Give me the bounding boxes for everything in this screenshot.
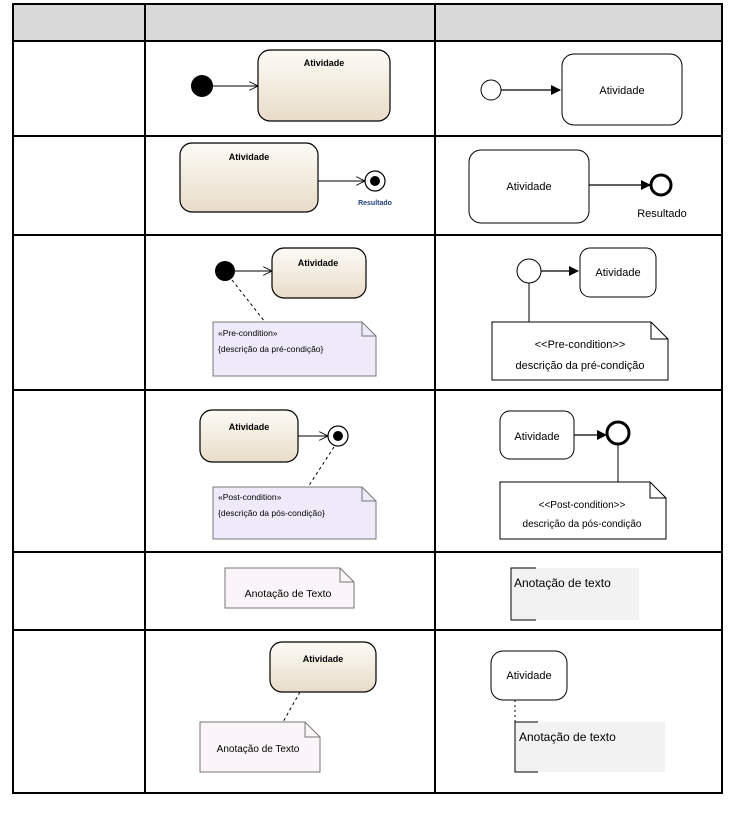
ea-note-text: Anotação de Texto (244, 588, 332, 600)
ea-activity (272, 248, 366, 298)
ea-note-link (283, 692, 300, 722)
ea-note-text: {descrição da pré-condição} (218, 344, 324, 354)
ea-note-link (232, 280, 265, 322)
bpmn-activity-label: Atividade (599, 85, 645, 97)
bpmn-start-event (517, 259, 541, 283)
bpmn-annotation-text: Anotação de texto (514, 576, 611, 590)
bpmn-activity-label: Atividade (514, 431, 560, 443)
ea-initial-node (215, 261, 235, 281)
ea-note-stereotype: «Pre-condition» (218, 328, 278, 338)
ea-final-node-inner (333, 431, 343, 441)
ea-initial-node (191, 75, 213, 97)
ea-note-stereotype: «Post-condition» (218, 492, 282, 502)
row-2-bpmn-diagram (469, 150, 687, 223)
row-3-bpmn-diagram (492, 248, 668, 380)
ea-activity-label: Atividade (228, 152, 270, 162)
row-4-bpmn-diagram (500, 411, 666, 539)
ea-note-text: {descrição da pós-condição} (218, 508, 325, 518)
bpmn-activity-label: Atividade (506, 670, 552, 682)
bpmn-annotation-text: descrição da pré-condição (515, 360, 645, 372)
ea-result-label: Resultado (358, 200, 392, 207)
row-2-ea-diagram (180, 143, 392, 212)
bpmn-activity-label: Atividade (595, 267, 641, 279)
ea-final-node-inner (370, 176, 380, 186)
row-5-ea-diagram (225, 568, 354, 608)
bpmn-annotation-stereotype: <<Pre-condition>> (534, 339, 626, 351)
ea-note-link (308, 447, 334, 487)
ea-activity-label: Atividade (303, 58, 345, 68)
row-3-ea-diagram (213, 248, 376, 376)
bpmn-activity-label: Atividade (506, 181, 552, 193)
bpmn-end-event (607, 422, 629, 444)
row-1-bpmn-diagram (481, 54, 682, 125)
row-1-ea-diagram (191, 50, 390, 121)
bpmn-annotation-text: Anotação de texto (519, 730, 616, 744)
ea-activity-label: Atividade (302, 654, 344, 664)
row-4-ea-diagram (200, 410, 376, 539)
bpmn-annotation-stereotype: <<Post-condition>> (538, 500, 626, 511)
ea-activity (270, 642, 376, 692)
bpmn-start-event (481, 80, 501, 100)
bpmn-result-label: Resultado (637, 208, 687, 220)
row-6-bpmn-diagram (491, 651, 665, 772)
bpmn-end-event (651, 175, 671, 195)
bpmn-annotation-text: descrição da pós-condição (522, 519, 642, 530)
ea-activity-label: Atividade (228, 422, 270, 432)
header-row (13, 4, 722, 41)
ea-activity (200, 410, 298, 462)
ea-note-text: Anotação de Texto (216, 744, 300, 755)
ea-activity-label: Atividade (297, 258, 339, 268)
row-6-ea-diagram (200, 642, 376, 772)
row-5-bpmn-diagram (511, 568, 639, 620)
